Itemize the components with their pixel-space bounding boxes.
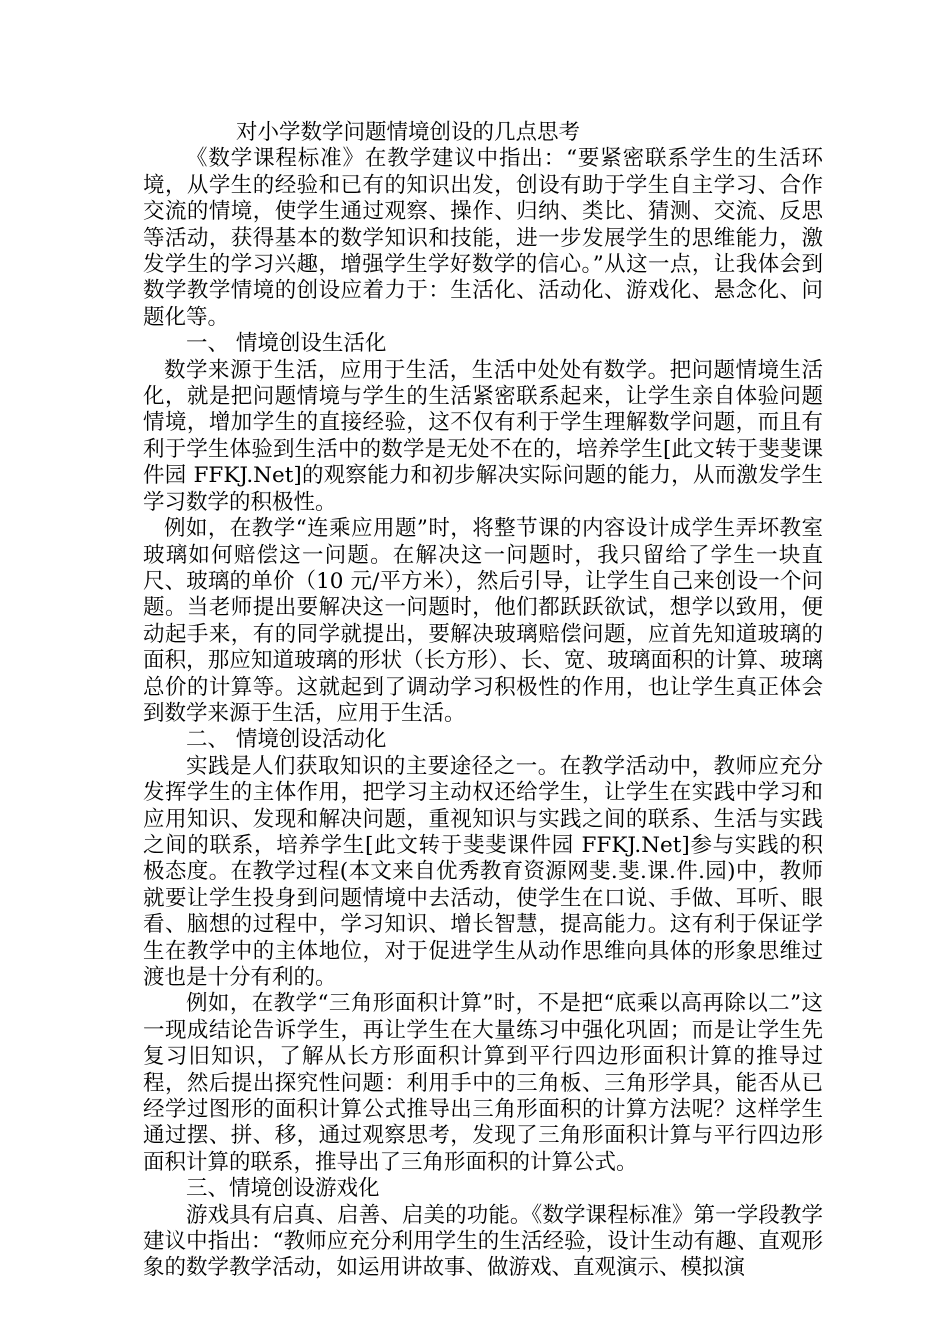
document-title: 对小学数学问题情境创设的几点思考: [236, 120, 581, 145]
section-1-heading: 一、 情境创设生活化: [186, 331, 387, 357]
section-1-paragraph-2: 例如，在教学“连乘应用题”时，将整节课的内容设计成学生弄坏教室玻璃如何赔偿这一问题。在解决这一问题时，我只留给了学生一块直尺、玻璃的单价（10 元/平方米），然后引导，让学生自己来创设一个问题。当老师提出要解决这一问题时，他们都跃跃欲试，想学以致用，便动起手来，有的同学就提出，要解决玻璃赔偿问题，应首先知道玻璃的面积，那应知道玻璃的形状（长方形）、长、宽、玻璃面积的计算、玻璃总价的计算等。这就起到了调动学习积极性的作用，也让学生真正体会到数学来源于生活，应用于生活。: [143, 516, 823, 726]
section-2-heading: 二、 情境创设活动化: [186, 727, 387, 753]
document-page: [143, 120, 823, 1282]
section-3-heading: 三、情境创设游戏化: [186, 1176, 380, 1202]
section-2-paragraph-1: 实践是人们获取知识的主要途径之一。在教学活动中，教师应充分发挥学生的主体作用，把学习主动权还给学生，让学生在实践中学习和应用知识、发现和解决问题，重视知识与实践之间的联系、生活与实践之间的联系，培养学生[此文转于斐斐课件园 FFKJ.Net]参与实践的积极态度。在教学过程(本文来自优秀教育资源网斐.斐.课.件.园)中，教师就要让学生投身到问题情境中去活动，使学生在口说、手做、耳听、眼看、脑想的过程中，学习知识、增长智慧，提高能力。这有利于保证学生在教学中的主体地位，对于促进学生从动作思维向具体的形象思维过渡也是十分有利的。: [143, 753, 823, 990]
intro-paragraph: 《数学课程标准》在教学建议中指出：“要紧密联系学生的生活环境，从学生的经验和已有的知识出发，创设有助于学生自主学习、合作交流的情境，使学生通过观察、操作、归纳、类比、猜测、交流、反思等活动，获得基本的数学知识和技能，进一步发展学生的思维能力，激发学生的学习兴趣，增强学生学好数学的信心。”从这一点，让我体会到数学教学情境的创设应着力于：生活化、活动化、游戏化、悬念化、问题化等。: [143, 146, 823, 330]
section-3-paragraph-1: 游戏具有启真、启善、启美的功能。《数学课程标准》第一学段教学建议中指出：“教师应充分利用学生的生活经验，设计生动有趣、直观形象的数学教学活动，如运用讲故事、做游戏、直观演示、模拟演: [143, 1202, 823, 1281]
section-2-paragraph-2: 例如，在教学“三角形面积计算”时，不是把“底乘以高再除以二”这一现成结论告诉学生，再让学生在大量练习中强化巩固；而是让学生先复习旧知识，了解从长方形面积计算到平行四边形面积计算的推导过程，然后提出探究性问题：利用手中的三角板、三角形学具，能否从已经学过图形的面积计算公式推导出三角形面积的计算方法呢？这样学生通过摆、拼、移，通过观察思考，发现了三角形面积计算与平行四边形面积计算的联系，推导出了三角形面积的计算公式。: [143, 991, 823, 1175]
section-1-paragraph-1: 数学来源于生活，应用于生活，生活中处处有数学。把问题情境生活化，就是把问题情境与学生的生活紧密联系起来，让学生亲自体验问题情境，增加学生的直接经验，这不仅有利于学生理解数学问题，而且有利于学生体验到生活中的数学是无处不在的，培养学生[此文转于斐斐课件园 FFKJ.Net]的观察能力和初步解决实际问题的能力，从而激发学生学习数学的积极性。: [143, 357, 823, 515]
